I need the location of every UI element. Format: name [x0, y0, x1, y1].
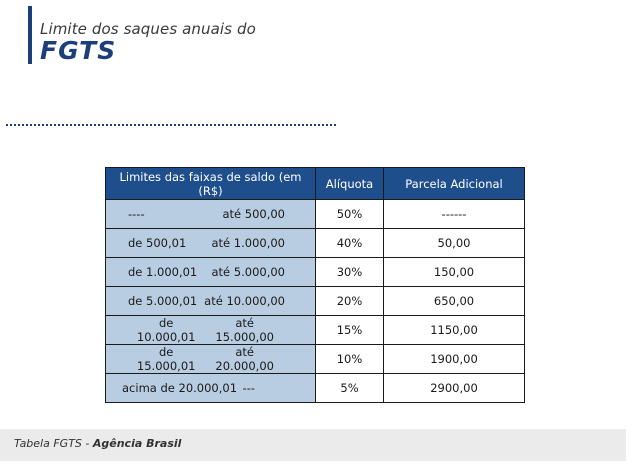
table-header-row: [106, 168, 525, 200]
range-to: até 15.000,00: [215, 316, 274, 344]
rate-cell: 40%: [316, 229, 384, 258]
additional-cell: 1150,00: [384, 316, 525, 345]
column-header-additional: Parcela Adicional: [384, 168, 525, 200]
range-cell: [106, 316, 316, 345]
column-header-rate: Alíquota: [316, 168, 384, 200]
rate-cell: 50%: [316, 200, 384, 229]
table-row: [106, 374, 525, 403]
range-from: de 500,01: [128, 236, 187, 250]
range-to: até 1.000,00: [211, 236, 285, 250]
range-from: de 1.000,01: [128, 265, 198, 279]
range-cell: [106, 374, 316, 403]
column-header-range: Limites das faixas de saldo (em (R$): [106, 168, 316, 200]
additional-cell: 50,00: [384, 229, 525, 258]
range-to: ---: [242, 381, 255, 395]
range-from: de 5.000,01: [128, 294, 198, 308]
rate-cell: 5%: [316, 374, 384, 403]
range-to: até 5.000,00: [211, 265, 285, 279]
rate-cell: 15%: [316, 316, 384, 345]
range-cell: [106, 345, 316, 374]
table-row: [106, 287, 525, 316]
caption-text: Tabela FGTS -: [14, 437, 93, 450]
table-row: [106, 258, 525, 287]
range-to: até 10.000,00: [204, 294, 285, 308]
table-row: [106, 229, 525, 258]
range-to: até 20.000,00: [215, 345, 274, 373]
range-cell: [106, 258, 316, 287]
range-from: ----: [128, 207, 145, 221]
rate-cell: 10%: [316, 345, 384, 374]
range-from: de 15.000,01: [136, 345, 196, 373]
range-cell: [106, 200, 316, 229]
dotted-divider: [6, 124, 336, 126]
title-accent-bar: [28, 6, 32, 64]
table-row: [106, 316, 525, 345]
additional-cell: 650,00: [384, 287, 525, 316]
rate-cell: 20%: [316, 287, 384, 316]
additional-cell: ------: [384, 200, 525, 229]
table-row: [106, 200, 525, 229]
additional-cell: 2900,00: [384, 374, 525, 403]
rate-cell: 30%: [316, 258, 384, 287]
range-to: até 500,00: [222, 207, 285, 221]
page-subtitle: Limite dos saques anuais do: [40, 20, 256, 38]
table-row: [106, 345, 525, 374]
image-caption: [14, 437, 181, 450]
range-cell: [106, 287, 316, 316]
range-from: de 10.000,01: [136, 316, 196, 344]
caption-source: Agência Brasil: [92, 437, 182, 450]
page-title: FGTS: [40, 36, 117, 65]
range-from: acima de 20.000,01: [122, 381, 238, 395]
additional-cell: 150,00: [384, 258, 525, 287]
fgts-limits-table: [105, 167, 525, 403]
range-cell: [106, 229, 316, 258]
additional-cell: 1900,00: [384, 345, 525, 374]
